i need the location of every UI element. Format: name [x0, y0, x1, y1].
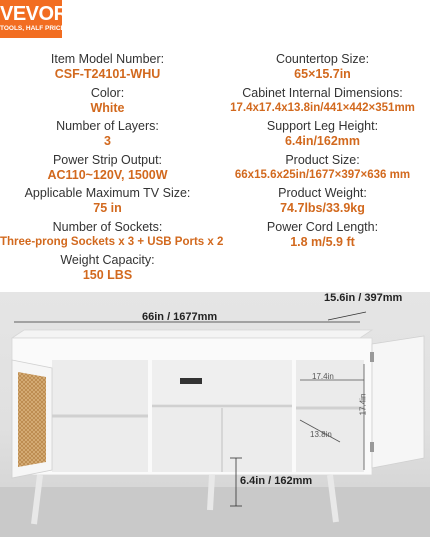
- rattan-panel: [18, 372, 46, 467]
- spec-label: Product Size:: [285, 152, 360, 167]
- spec-label: Support Leg Height:: [266, 119, 379, 133]
- spec-power-output: [0, 153, 215, 187]
- spec-label: Countertop Size:: [275, 52, 370, 66]
- spec-cabinet-internal: [215, 86, 430, 120]
- spec-value: 6.4in/162mm: [284, 134, 361, 148]
- power-strip: [180, 378, 202, 384]
- depth-dimension-label: 15.6in / 397mm: [324, 292, 403, 304]
- spec-label: Number of Layers:: [56, 119, 159, 133]
- brand-tagline: TOOLS, HALF PRICE: [0, 25, 65, 32]
- middle-top-compartment: [152, 360, 292, 404]
- spec-product-weight: [215, 186, 430, 220]
- spec-value: White: [90, 100, 125, 115]
- spec-model: [0, 52, 215, 86]
- spec-column-right: [215, 52, 430, 253]
- right-door: [372, 336, 424, 468]
- spec-value: 3: [104, 134, 111, 148]
- spec-value: 65×15.7in: [294, 67, 351, 81]
- spec-label: Number of Sockets:: [52, 219, 163, 234]
- leg: [330, 475, 336, 522]
- spec-tv-size: [0, 186, 215, 220]
- countertop: [12, 330, 372, 338]
- spec-label: Power Cord Length:: [266, 219, 379, 234]
- depth-dimension-line: [328, 312, 366, 320]
- spec-value: 74.7lbs/33.9kg: [280, 201, 365, 215]
- spec-layers: [0, 119, 215, 153]
- cabinet-width-label: 17.4in: [312, 372, 334, 381]
- leg: [210, 475, 212, 510]
- cabinet-height-label: 17.4in: [358, 393, 368, 416]
- spec-cord-length: [215, 220, 430, 254]
- spec-weight-capacity: [0, 253, 215, 287]
- spec-label: Item Model Number:: [50, 52, 165, 66]
- spec-column-left: [0, 52, 224, 287]
- product-photo: [0, 292, 430, 537]
- spec-label: Cabinet Internal Dimensions:: [242, 85, 403, 100]
- door-hinge: [370, 352, 374, 362]
- spec-label: Weight Capacity:: [60, 253, 155, 267]
- width-dimension-label: 66in / 1677mm: [142, 311, 218, 323]
- cabinet-depth-label: 13.8in: [310, 430, 332, 439]
- leg: [34, 475, 40, 524]
- spec-leg-height: [215, 119, 430, 153]
- spec-value: 75 in: [93, 201, 122, 215]
- spec-value: 150 LBS: [82, 268, 133, 282]
- spec-value: 17.4x17.4x13.8in/441×442×351mm: [230, 101, 415, 114]
- spec-value: 66x15.6x25in/1677×397×636 mm: [234, 168, 411, 181]
- spec-color: [0, 86, 215, 120]
- spec-label: Applicable Maximum TV Size:: [24, 186, 191, 200]
- spec-label: Color:: [90, 85, 125, 100]
- spec-value: Three-prong Sockets x 3 + USB Ports x 2: [0, 235, 224, 248]
- leg-height-label: 6.4in / 162mm: [240, 475, 313, 487]
- spec-value: CSF-T24101-WHU: [54, 67, 161, 81]
- brand-logo: [0, 0, 68, 38]
- spec-label: Power Strip Output:: [52, 152, 163, 167]
- spec-table: [0, 52, 430, 288]
- spec-product-size: [215, 153, 430, 187]
- brand-name: VEVOR: [0, 3, 68, 25]
- spec-label: Product Weight:: [278, 186, 367, 200]
- spec-value: 1.8 m/5.9 ft: [290, 234, 355, 249]
- spec-value: AC110~120V, 1500W: [47, 167, 168, 182]
- spec-sockets: [0, 219, 224, 254]
- spec-countertop: [215, 52, 430, 86]
- door-hinge: [370, 442, 374, 452]
